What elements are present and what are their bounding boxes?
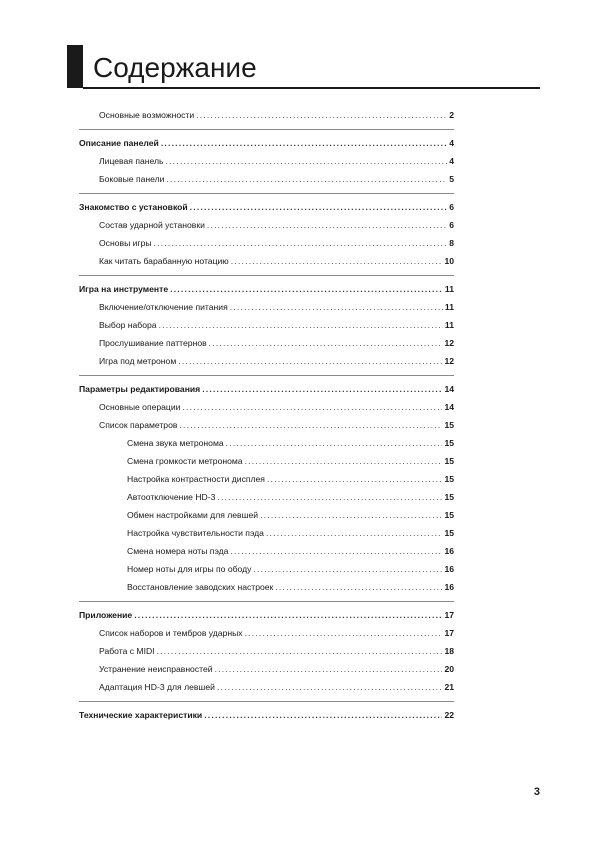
toc-entry-title: Устранение неисправностей	[99, 664, 213, 674]
toc-section	[79, 275, 454, 375]
toc-entry-page: 6	[449, 220, 454, 230]
toc-subentry[interactable]	[79, 470, 454, 488]
toc-entry-page: 15	[444, 528, 454, 538]
toc-entry-page: 8	[449, 238, 454, 248]
dot-leader	[159, 316, 443, 334]
toc-subentry[interactable]	[79, 578, 454, 596]
dot-leader	[196, 106, 447, 124]
toc-entry-page: 4	[449, 138, 454, 148]
toc-entry[interactable]	[79, 252, 454, 270]
toc-entry[interactable]	[79, 416, 454, 434]
dot-leader	[161, 134, 447, 152]
toc-entry-page: 10	[444, 256, 454, 266]
dot-leader	[267, 470, 442, 488]
toc-entry[interactable]	[79, 298, 454, 316]
dot-leader	[215, 660, 443, 678]
toc-chapter-entry[interactable]	[79, 280, 454, 298]
toc-entry-page: 15	[444, 456, 454, 466]
toc-entry-title: Прослушивание паттернов	[99, 338, 207, 348]
toc-section	[79, 601, 454, 701]
toc-entry-page: 15	[444, 474, 454, 484]
toc-entry-page: 22	[444, 710, 454, 720]
toc-section	[79, 701, 454, 729]
table-of-contents	[79, 106, 454, 729]
toc-entry-title: Основные возможности	[99, 110, 195, 120]
toc-entry-page: 16	[444, 582, 454, 592]
toc-entry[interactable]	[79, 106, 454, 124]
toc-entry-title: Смена звука метронома	[127, 438, 224, 448]
dot-leader	[166, 170, 447, 188]
toc-entry-title: Включение/отключение питания	[99, 302, 228, 312]
toc-entry[interactable]	[79, 316, 454, 334]
toc-subentry[interactable]	[79, 506, 454, 524]
toc-entry-page: 6	[449, 202, 454, 212]
dot-leader	[178, 352, 442, 370]
toc-entry-page: 14	[444, 384, 454, 394]
dot-leader	[190, 198, 448, 216]
toc-subentry[interactable]	[79, 560, 454, 578]
page-title: Содержание	[93, 52, 257, 83]
toc-entry-page: 15	[444, 420, 454, 430]
toc-entry-page: 12	[444, 356, 454, 366]
toc-entry-page: 17	[444, 628, 454, 638]
toc-entry-title: Адаптация HD-3 для левшей	[99, 682, 215, 692]
toc-entry-title: Основные операции	[99, 402, 181, 412]
dot-leader	[226, 434, 443, 452]
dot-leader	[230, 542, 442, 560]
toc-entry-title: Работа с MIDI	[99, 646, 155, 656]
toc-subentry[interactable]	[79, 434, 454, 452]
toc-entry-page: 21	[444, 682, 454, 692]
dot-leader	[179, 416, 442, 434]
toc-section	[79, 106, 454, 129]
toc-entry-page: 2	[449, 110, 454, 120]
toc-entry[interactable]	[79, 660, 454, 678]
toc-entry-title: Обмен настройками для левшей	[127, 510, 259, 520]
toc-entry-title: Список параметров	[99, 420, 178, 430]
toc-entry[interactable]	[79, 152, 454, 170]
toc-entry-page: 11	[444, 284, 454, 294]
toc-entry-title: Параметры редактирования	[79, 384, 201, 394]
toc-entry[interactable]	[79, 170, 454, 188]
toc-section	[79, 193, 454, 275]
toc-entry-page: 12	[444, 338, 454, 348]
toc-chapter-entry[interactable]	[79, 134, 454, 152]
dot-leader	[209, 334, 443, 352]
toc-subentry[interactable]	[79, 488, 454, 506]
toc-subentry[interactable]	[79, 452, 454, 470]
toc-entry-title: Как читать барабанную нотацию	[99, 256, 229, 266]
toc-entry-page: 16	[444, 546, 454, 556]
toc-entry[interactable]	[79, 334, 454, 352]
toc-entry-title: Смена номера ноты пэда	[127, 546, 229, 556]
toc-entry-title: Технические характеристики	[79, 710, 203, 720]
dot-leader	[166, 152, 448, 170]
page-number: 3	[533, 786, 540, 798]
toc-entry-page: 15	[444, 492, 454, 502]
dot-leader	[245, 452, 443, 470]
title-bar-marker	[67, 45, 83, 88]
toc-entry-page: 16	[444, 564, 454, 574]
toc-entry-title: Приложение	[79, 610, 133, 620]
toc-entry-title: Автоотключение HD-3	[127, 492, 216, 502]
toc-chapter-entry[interactable]	[79, 198, 454, 216]
toc-entry-page: 17	[444, 610, 454, 620]
dot-leader	[154, 234, 448, 252]
dot-leader	[266, 524, 442, 542]
toc-entry[interactable]	[79, 234, 454, 252]
toc-entry-title: Выбор набора	[99, 320, 157, 330]
dot-leader	[207, 216, 447, 234]
toc-entry-page: 20	[444, 664, 454, 674]
toc-entry[interactable]	[79, 642, 454, 660]
toc-chapter-entry[interactable]	[79, 380, 454, 398]
toc-entry-title: Настройка чувствительности пэда	[127, 528, 264, 538]
toc-entry-page: 15	[444, 438, 454, 448]
dot-leader	[217, 678, 443, 696]
dot-leader	[204, 706, 442, 724]
toc-entry[interactable]	[79, 216, 454, 234]
toc-entry-title: Описание панелей	[79, 138, 159, 148]
toc-entry-title: Смена громкости метронома	[127, 456, 243, 466]
toc-entry-page: 14	[444, 402, 454, 412]
toc-section	[79, 375, 454, 601]
toc-chapter-entry[interactable]	[79, 706, 454, 724]
dot-leader	[245, 624, 443, 642]
toc-section	[79, 129, 454, 193]
toc-chapter-entry[interactable]	[79, 606, 454, 624]
toc-entry-title: Лицевая панель	[99, 156, 164, 166]
toc-entry-page: 5	[449, 174, 454, 184]
toc-subentry[interactable]	[79, 524, 454, 542]
toc-entry-title: Состав ударной установки	[99, 220, 205, 230]
toc-entry-title: Игра на инструменте	[79, 284, 169, 294]
toc-entry-page: 15	[444, 510, 454, 520]
dot-leader	[217, 488, 442, 506]
dot-leader	[182, 398, 442, 416]
toc-entry-page: 11	[444, 302, 454, 312]
toc-entry[interactable]	[79, 624, 454, 642]
dot-leader	[134, 606, 442, 624]
dot-leader	[170, 280, 443, 298]
dot-leader	[260, 506, 442, 524]
dot-leader	[202, 380, 442, 398]
title-underline	[83, 87, 540, 89]
toc-entry[interactable]	[79, 352, 454, 370]
toc-entry-title: Боковые панели	[99, 174, 165, 184]
toc-entry-title: Настройка контрастности дисплея	[127, 474, 265, 484]
toc-entry[interactable]	[79, 398, 454, 416]
dot-leader	[230, 298, 443, 316]
toc-entry-title: Знакомство с установкой	[79, 202, 188, 212]
toc-entry-title: Игра под метроном	[99, 356, 177, 366]
dot-leader	[275, 578, 442, 596]
dot-leader	[231, 252, 443, 270]
toc-entry-page: 18	[444, 646, 454, 656]
toc-entry[interactable]	[79, 678, 454, 696]
toc-entry-page: 11	[444, 320, 454, 330]
toc-entry-title: Восстановление заводских настроек	[127, 582, 274, 592]
toc-entry-title: Основы игры	[99, 238, 152, 248]
toc-subentry[interactable]	[79, 542, 454, 560]
dot-leader	[157, 642, 443, 660]
toc-entry-title: Список наборов и тембров ударных	[99, 628, 243, 638]
dot-leader	[253, 560, 442, 578]
toc-entry-title: Номер ноты для игры по ободу	[127, 564, 252, 574]
toc-entry-page: 4	[449, 156, 454, 166]
